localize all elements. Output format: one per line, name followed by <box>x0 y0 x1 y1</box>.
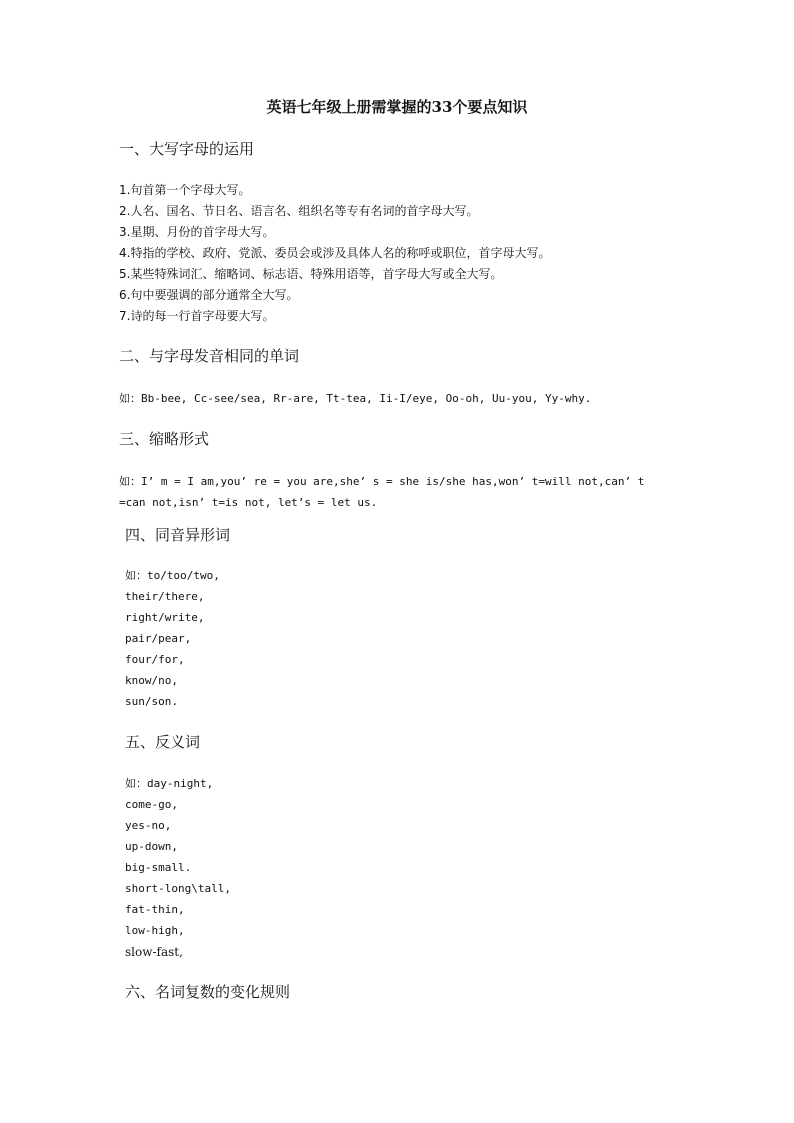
antonym-item: low-high, <box>125 924 185 937</box>
homophone-item: pair/pear, <box>125 632 192 645</box>
antonym-item: slow-fast, <box>125 945 183 959</box>
homophone-item: their/there, <box>125 590 205 603</box>
section-heading-homophones: 四、同音异形词 <box>125 526 231 544</box>
antonym-item: 如：day-night, <box>125 777 214 790</box>
rule-item: 6.句中要强调的部分通常全大写。 <box>119 288 299 302</box>
homophone-item: four/for, <box>125 653 185 666</box>
homophone-item: know/no, <box>125 674 178 687</box>
rule-item: 3.星期、月份的首字母大写。 <box>119 225 275 239</box>
letter-sound-examples: 如：Bb-bee, Cc-see/sea, Rr-are, Tt-tea, Ii-I/eye, Oo-oh, Uu-you, Yy-why. <box>119 392 592 405</box>
section-heading-capitalization: 一、大写字母的运用 <box>119 140 255 158</box>
contraction-examples-line2: =can not,isn’ t=is not, let’s = let us. <box>119 496 378 509</box>
contraction-examples-line1: 如：I’ m = I am,you’ re = you are,she’ s = she is/she has,won’ t=will not,can’ t <box>119 475 645 488</box>
homophone-item: 如：to/too/two, <box>125 569 220 582</box>
rule-item: 1.句首第一个字母大写。 <box>119 183 251 197</box>
section-heading-antonyms: 五、反义词 <box>125 733 201 751</box>
antonym-item: up-down, <box>125 840 178 853</box>
section-heading-contractions: 三、缩略形式 <box>119 430 210 448</box>
rule-item: 4.特指的学校、政府、党派、委员会或涉及具体人名的称呼或职位，首字母大写。 <box>119 246 551 260</box>
rule-item: 2.人名、国名、节日名、语言名、组织名等专有名词的首字母大写。 <box>119 204 479 218</box>
rule-item: 5.某些特殊词汇、缩略词、标志语、特殊用语等，首字母大写或全大写。 <box>119 267 503 281</box>
antonym-item: big-small. <box>125 861 192 874</box>
antonym-item: come-go, <box>125 798 178 811</box>
antonym-item: short-long\tall, <box>125 882 231 895</box>
homophone-item: sun/son. <box>125 695 178 708</box>
section-heading-letter-sounds: 二、与字母发音相同的单词 <box>119 347 300 365</box>
antonym-item: yes-no, <box>125 819 172 832</box>
section-heading-plural-rules: 六、名词复数的变化规则 <box>125 983 291 1001</box>
rule-item: 7.诗的每一行首字母要大写。 <box>119 309 275 323</box>
document-title: 英语七年级上册需掌握的33个要点知识 <box>266 98 528 116</box>
antonym-item: fat-thin, <box>125 903 185 916</box>
homophone-item: right/write, <box>125 611 205 624</box>
